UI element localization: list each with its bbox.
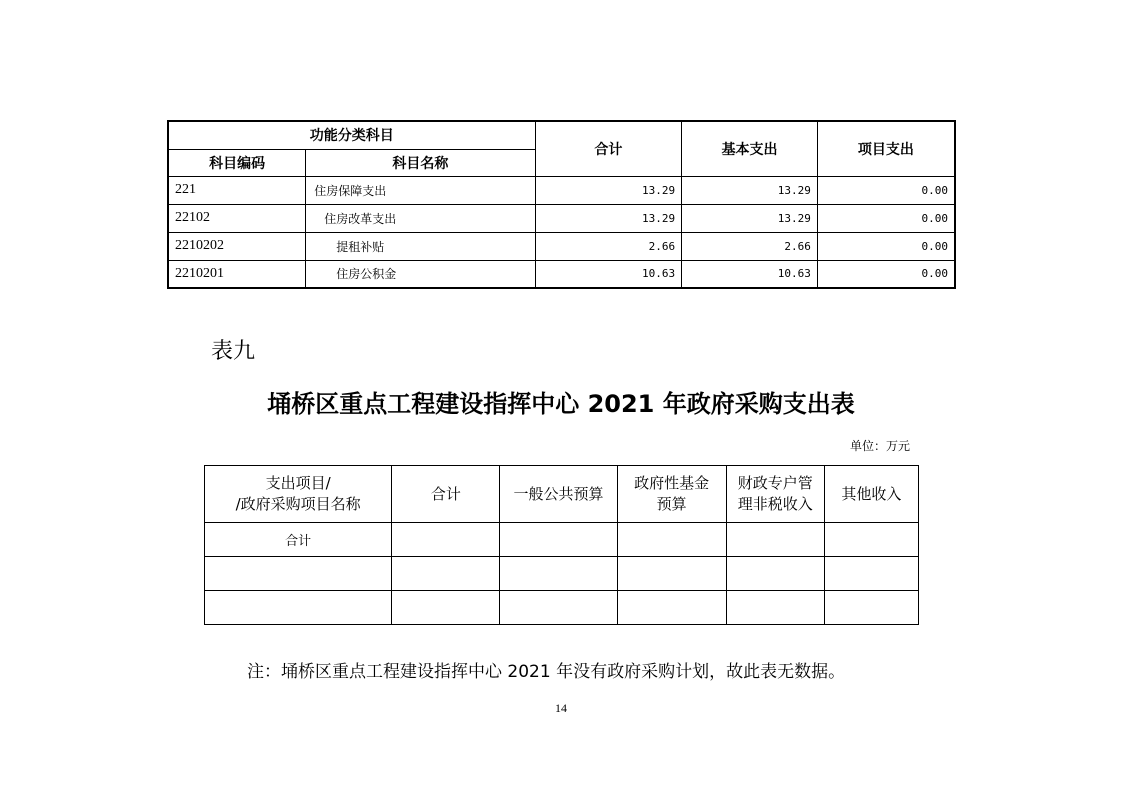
subject-name: 住房改革支出 <box>306 204 535 232</box>
project-value: 0.00 <box>817 232 955 260</box>
header-general-budget: 一般公共预算 <box>500 466 617 523</box>
empty-cell <box>500 557 617 591</box>
table-row <box>168 232 955 260</box>
subject-code: 2210201 <box>168 260 306 288</box>
procurement-expenditure-table <box>204 465 919 625</box>
empty-cell <box>392 557 500 591</box>
empty-cell <box>617 523 726 557</box>
total-value: 13.29 <box>535 204 682 232</box>
empty-cell <box>824 591 918 625</box>
header-fund-line2: 预算 <box>656 495 687 513</box>
header-expenditure-item <box>205 466 392 523</box>
empty-cell <box>500 591 617 625</box>
header-project-expenditure: 项目支出 <box>817 121 955 176</box>
header-total: 合计 <box>535 121 682 176</box>
empty-cell <box>824 523 918 557</box>
empty-cell <box>726 591 824 625</box>
project-value: 0.00 <box>817 204 955 232</box>
empty-cell <box>205 591 392 625</box>
header-basic-expenditure: 基本支出 <box>682 121 818 176</box>
empty-cell <box>617 557 726 591</box>
subject-name: 提租补贴 <box>306 232 535 260</box>
header-government-fund <box>617 466 726 523</box>
header-functional-category: 功能分类科目 <box>168 121 535 149</box>
empty-cell <box>726 523 824 557</box>
total-value: 10.63 <box>535 260 682 288</box>
header-fund-line1: 政府性基金 <box>634 474 710 492</box>
empty-cell <box>726 557 824 591</box>
basic-value: 2.66 <box>682 232 818 260</box>
header-item-line1: 支出项目/ <box>265 474 331 492</box>
header-special-line1: 财政专户管 <box>737 474 813 492</box>
unit-label: 单位：万元 <box>849 439 910 453</box>
page-number: 14 <box>555 701 567 715</box>
total-value: 2.66 <box>535 232 682 260</box>
table-row <box>168 204 955 232</box>
table-row <box>168 176 955 204</box>
header-item-line2: /政府采购项目名称 <box>235 495 361 513</box>
table-row <box>205 557 919 591</box>
subject-name: 住房保障支出 <box>306 176 535 204</box>
empty-cell <box>500 523 617 557</box>
project-value: 0.00 <box>817 176 955 204</box>
header-special-line2: 理非税收入 <box>737 495 813 513</box>
header-subject-code: 科目编码 <box>168 149 306 176</box>
table-row <box>168 260 955 288</box>
empty-cell <box>392 523 500 557</box>
basic-value: 13.29 <box>682 204 818 232</box>
footnote: 注：埇桥区重点工程建设指挥中心 2021 年没有政府采购计划，故此表无数据。 <box>247 662 846 682</box>
subject-name: 住房公积金 <box>306 260 535 288</box>
subject-code: 22102 <box>168 204 306 232</box>
basic-value: 13.29 <box>682 176 818 204</box>
total-value: 13.29 <box>535 176 682 204</box>
header-subject-name: 科目名称 <box>306 149 535 176</box>
header-special-account <box>726 466 824 523</box>
section-label: 表九 <box>211 339 256 364</box>
functional-expenditure-table <box>167 120 956 289</box>
subject-code: 221 <box>168 176 306 204</box>
empty-cell <box>205 557 392 591</box>
page-title: 埇桥区重点工程建设指挥中心 2021 年政府采购支出表 <box>267 390 855 418</box>
table-row <box>205 523 919 557</box>
empty-cell <box>392 591 500 625</box>
empty-cell <box>824 557 918 591</box>
total-row-label: 合计 <box>205 523 392 557</box>
header-total: 合计 <box>392 466 500 523</box>
basic-value: 10.63 <box>682 260 818 288</box>
table-row <box>205 591 919 625</box>
project-value: 0.00 <box>817 260 955 288</box>
empty-cell <box>617 591 726 625</box>
subject-code: 2210202 <box>168 232 306 260</box>
header-other-income: 其他收入 <box>824 466 918 523</box>
